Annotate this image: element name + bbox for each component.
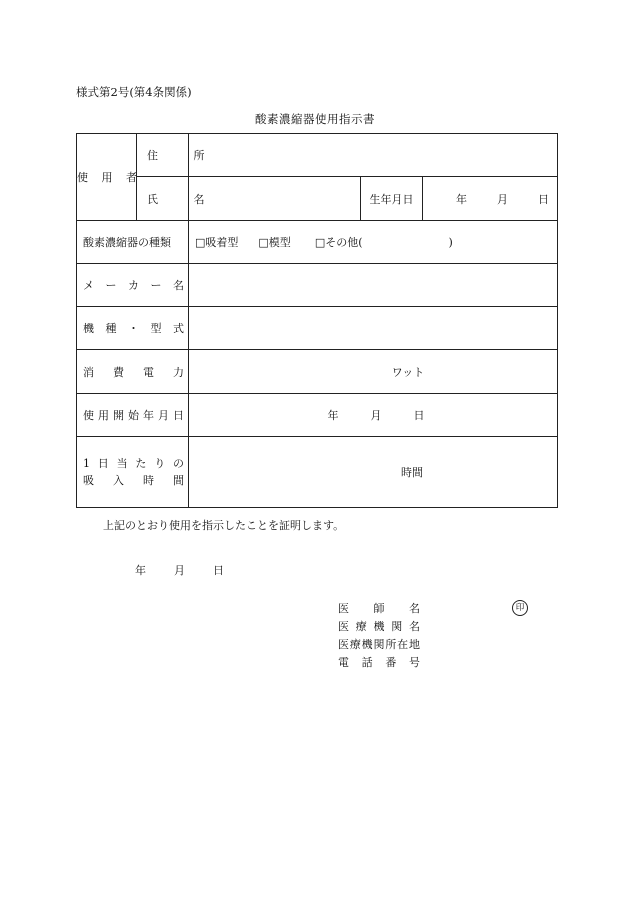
start-month-label: 月: [370, 409, 382, 422]
concentrator-type-options: [189, 221, 558, 264]
document-title: 酸素濃縮器使用指示書: [255, 112, 375, 126]
name-row: [77, 177, 558, 221]
form-number: 様式第2号(第4条関係): [76, 85, 192, 99]
issue-day-label: 日: [213, 564, 224, 577]
power-row: [77, 350, 558, 394]
maker-label: メ ー カ ー 名: [77, 264, 189, 307]
address-field[interactable]: [189, 134, 558, 177]
model-label: 機 種 ・ 型 式: [77, 307, 189, 350]
type-option-model[interactable]: □模型: [258, 236, 291, 249]
start-date-label: 使用開始年月日: [77, 394, 189, 437]
signature-block: [338, 600, 420, 672]
type-option-other-close: ): [448, 236, 453, 249]
birthdate-field[interactable]: [423, 177, 558, 221]
institution-address-label: 医療機関所在地: [338, 638, 420, 651]
start-date-row: [77, 394, 558, 437]
address-label: 住 所: [137, 134, 189, 177]
issue-month-label: 月: [174, 564, 185, 577]
power-label: 消 費 電 力: [77, 350, 189, 394]
institution-name-label: 医療機関名: [338, 620, 420, 633]
name-label: 氏 名: [137, 177, 189, 221]
inhalation-label: 1日当たりの 吸入時間: [77, 437, 189, 508]
issue-year-label: 年: [135, 564, 146, 577]
inhalation-row: [77, 437, 558, 508]
maker-field[interactable]: [189, 264, 558, 307]
hours-unit: 時間: [401, 466, 423, 479]
doctor-name-label: 医 師 名: [338, 602, 420, 615]
birth-year-label: 年: [456, 192, 468, 206]
start-day-label: 日: [413, 409, 425, 422]
power-unit: ワット: [391, 365, 425, 379]
instruction-form-table: [76, 133, 558, 508]
concentrator-type-row: [77, 221, 558, 264]
certification-text: 上記のとおり使用を指示したことを証明します。: [103, 519, 345, 532]
user-label: 使 用 者: [77, 134, 137, 221]
inhalation-hours-field[interactable]: [189, 437, 558, 508]
address-row: [77, 134, 558, 177]
birth-month-label: 月: [497, 192, 509, 206]
birth-day-label: 日: [538, 192, 550, 206]
model-row: [77, 307, 558, 350]
phone-number-label: 電話番号: [338, 656, 420, 669]
birthdate-label: 生年月日: [361, 177, 423, 221]
maker-row: [77, 264, 558, 307]
power-field[interactable]: [189, 350, 558, 394]
start-year-label: 年: [327, 409, 339, 422]
type-option-adsorption[interactable]: □吸着型: [195, 236, 239, 249]
concentrator-type-label: 酸素濃縮器の種類: [77, 221, 189, 264]
type-option-other[interactable]: □その他(: [314, 236, 363, 249]
model-field[interactable]: [189, 307, 558, 350]
start-date-field[interactable]: [189, 394, 558, 437]
seal-mark-icon: 印: [512, 600, 528, 616]
issue-date: [135, 562, 224, 578]
